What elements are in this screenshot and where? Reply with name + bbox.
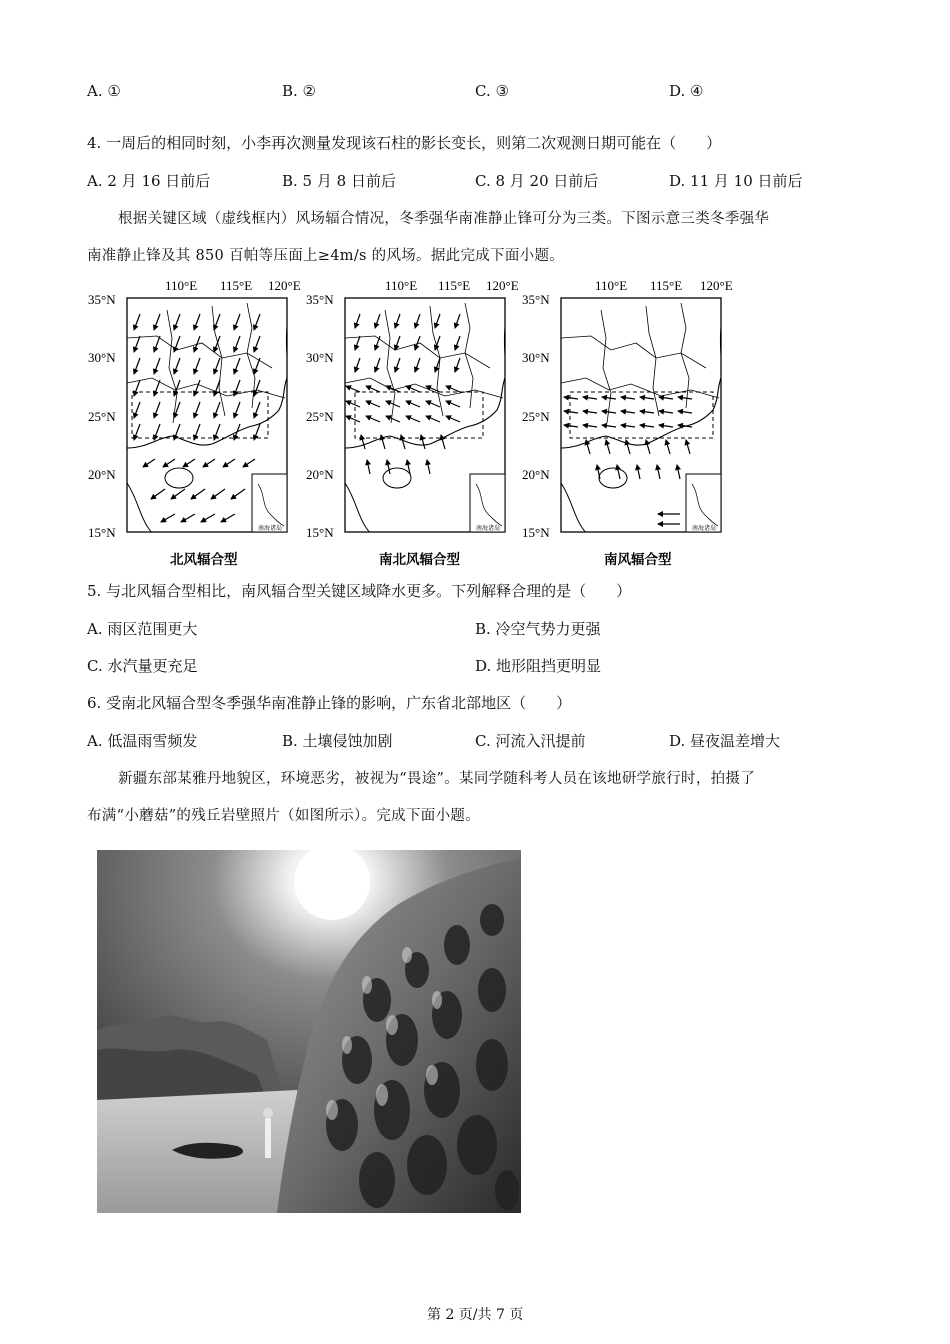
lat-30-1: 30°N — [88, 350, 116, 365]
lat-25-1: 25°N — [88, 409, 116, 424]
q5-option-a: A. 雨区范围更大 — [87, 620, 198, 638]
lat-20-2: 20°N — [306, 467, 334, 482]
inset-label-2: 南海诸岛 — [476, 525, 501, 532]
intro1-line2: 南准静止锋及其 850 百帕等压面上≥4m/s 的风场。据此完成下面小题。 — [87, 248, 565, 264]
lat-15-3: 15°N — [522, 525, 550, 540]
q3-option-d: D. ④ — [669, 82, 704, 100]
lat-25-3: 25°N — [522, 409, 550, 424]
q4-option-b: B. 5 月 8 日前后 — [282, 172, 396, 190]
inset-label-3: 南海诸岛 — [692, 525, 717, 532]
q6-option-b: B. 土壤侵蚀加剧 — [282, 732, 393, 750]
q4-option-d: D. 11 月 10 日前后 — [669, 172, 803, 190]
lat-20-1: 20°N — [88, 467, 116, 482]
lon-tick-110-3: 110°E — [595, 278, 628, 293]
lon-tick-120-2: 120°E — [486, 278, 519, 293]
caption-north-south: 南北风辐合型 — [379, 552, 460, 568]
lat-30-3: 30°N — [522, 350, 550, 365]
lat-35-3: 35°N — [522, 292, 550, 307]
q6-option-a: A. 低温雨雪频发 — [87, 732, 198, 750]
map-panel-north — [88, 292, 288, 568]
inset-label-1: 南海诸岛 — [258, 525, 283, 532]
lon-tick-115-3: 115°E — [650, 278, 683, 293]
intro1-line1: 根据关键区域（虚线框内）风场辐合情况，冬季强华南准静止锋可分为三类。下图示意三类冬季强华 — [118, 211, 770, 227]
lat-35-1: 35°N — [88, 292, 116, 307]
yardang-photo — [97, 850, 521, 1213]
q6-option-c: C. 河流入汛提前 — [475, 732, 586, 750]
lat-25-2: 25°N — [306, 409, 334, 424]
q3-option-a: A. ① — [87, 82, 121, 100]
intro2-line1: 新疆东部某雅丹地貌区，环境恶劣，被视为“畏途”。某同学随科考人员在该地研学旅行时，拍摄了 — [118, 771, 756, 787]
intro2-line2: 布满“小蘑菇”的残丘岩壁照片（如图所示）。完成下面小题。 — [87, 808, 480, 824]
q4-stem: 4. 一周后的相同时刻，小李再次测量发现该石柱的影长变长，则第二次观测日期可能在（ ） — [87, 134, 722, 152]
q6-option-d: D. 昼夜温差增大 — [669, 732, 781, 750]
q3-option-c: C. ③ — [475, 82, 509, 100]
caption-north: 北风辐合型 — [170, 552, 238, 568]
q5-option-c: C. 水汽量更充足 — [87, 657, 198, 675]
q5-option-b: B. 冷空气势力更强 — [475, 620, 601, 638]
lon-tick-115-1: 115°E — [220, 278, 253, 293]
lon-tick-120-1: 120°E — [268, 278, 301, 293]
lon-tick-110-1: 110°E — [165, 278, 198, 293]
q5-option-d: D. 地形阻挡更明显 — [475, 657, 602, 675]
lat-30-2: 30°N — [306, 350, 334, 365]
page-number: 第 2 页/共 7 页 — [427, 1307, 524, 1323]
wind-field-maps — [80, 274, 750, 570]
q4-option-c: C. 8 月 20 日前后 — [475, 172, 599, 190]
map-panel-north-south — [306, 292, 506, 568]
q5-stem: 5. 与北风辐合型相比，南风辐合型关键区域降水更多。下列解释合理的是（ ） — [87, 582, 632, 600]
lon-tick-120-3: 120°E — [700, 278, 733, 293]
caption-south: 南风辐合型 — [604, 552, 672, 568]
lat-20-3: 20°N — [522, 467, 550, 482]
lat-15-2: 15°N — [306, 525, 334, 540]
map-panel-south — [522, 292, 722, 568]
q3-option-b: B. ② — [282, 82, 317, 100]
lat-35-2: 35°N — [306, 292, 334, 307]
lat-15-1: 15°N — [88, 525, 116, 540]
lon-tick-110-2: 110°E — [385, 278, 418, 293]
q6-stem: 6. 受南北风辐合型冬季强华南准静止锋的影响，广东省北部地区（ ） — [87, 694, 572, 712]
lon-tick-115-2: 115°E — [438, 278, 471, 293]
q4-option-a: A. 2 月 16 日前后 — [87, 172, 211, 190]
